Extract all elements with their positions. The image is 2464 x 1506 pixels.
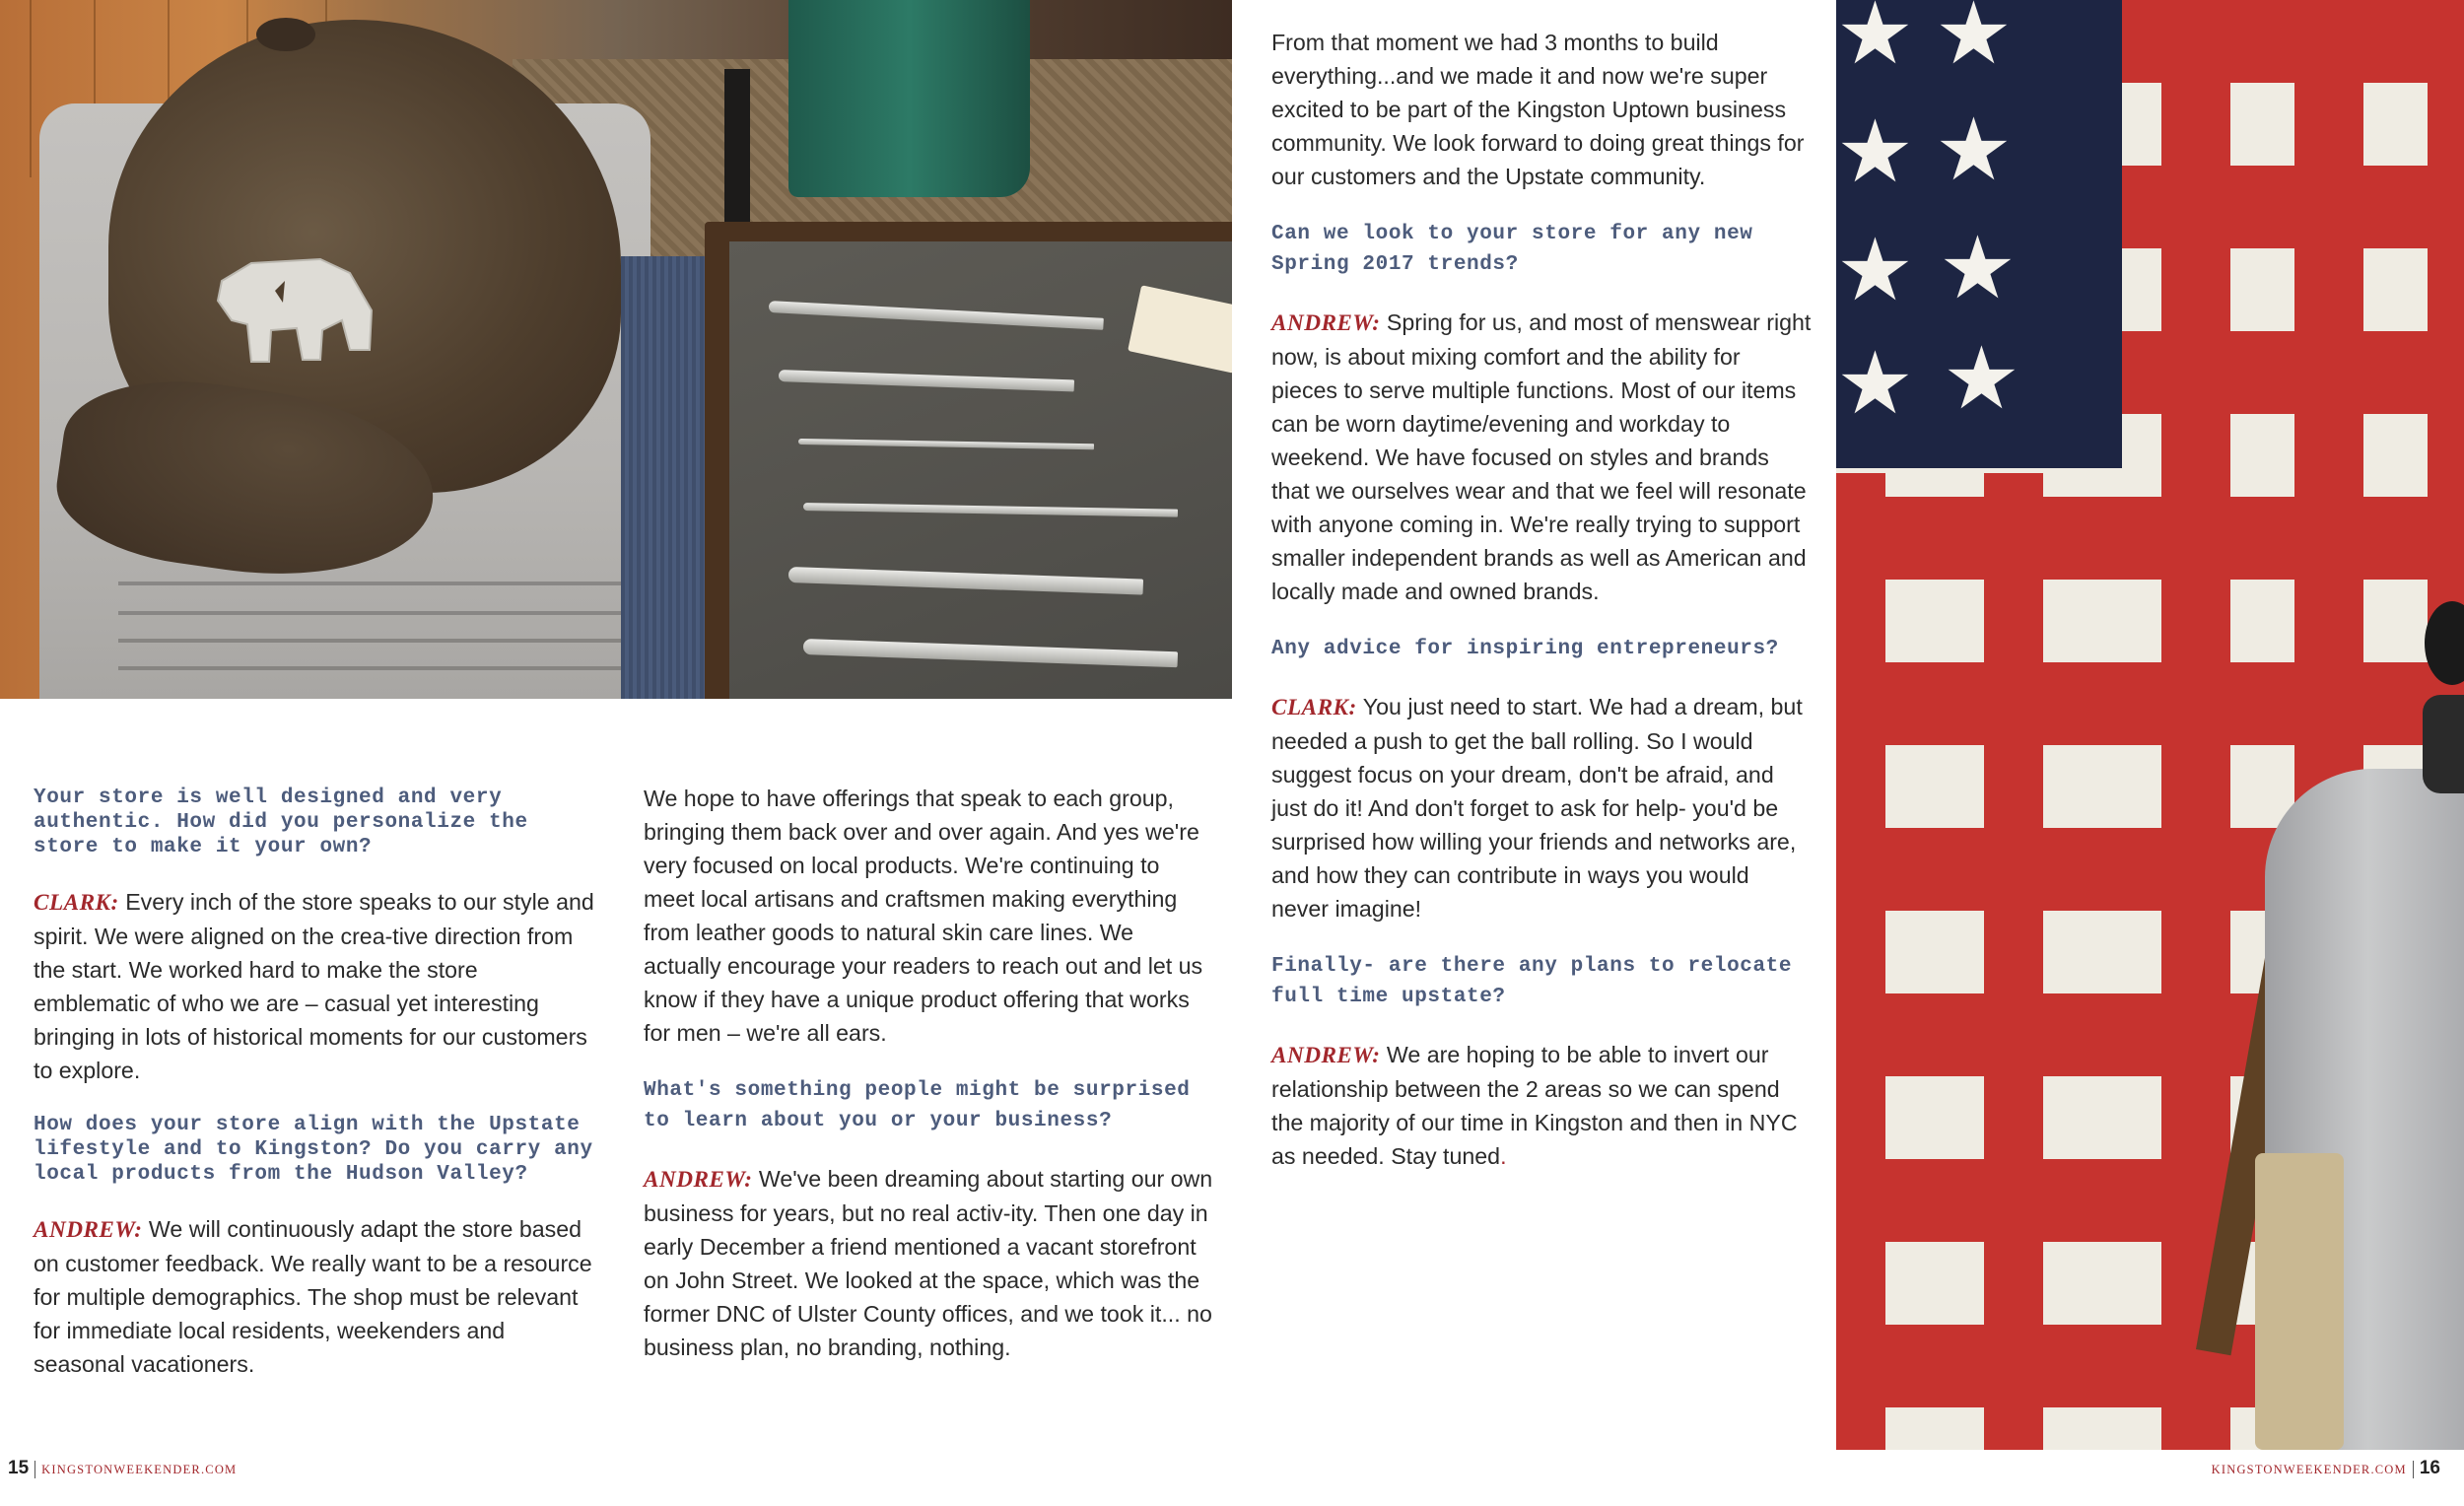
answer-andrew-relocate (1271, 1038, 1812, 1173)
speaker-andrew: ANDREW: (644, 1167, 753, 1193)
speaker-andrew: ANDREW: (34, 1217, 143, 1243)
answer-continued-offerings: We hope to have offerings that speak to each group, bringing them back over and over again. And yes we're very focused on local products. We're continuing to meet local artisans and craftsmen making everything from leather goods to natural skin care lines. We actually encourage your readers to reach out and let us know if they have a unique product offering that works for men – we're all ears. (644, 786, 1203, 1046)
speaker-clark: CLARK: (34, 890, 119, 916)
speaker-andrew: ANDREW: (1271, 310, 1381, 336)
question-personalize-store: Your store is well designed and very authentic. How did you personalize the store to make it your own? (34, 787, 528, 858)
site-link-right[interactable]: KINGSTONWEEKENDER.COM (2211, 1463, 2407, 1476)
column-2 (644, 782, 1213, 1390)
page-number-left: 15 (8, 1458, 30, 1478)
star-icon: ★ (1836, 0, 1914, 84)
column-1 (34, 786, 600, 1406)
answer-andrew-dreaming (644, 1162, 1213, 1364)
answer-text: Spring for us, and most of menswear right now, is about mixing comfort and the ability for pieces to serve multiple functions. Most of our items can be worn daytime/evening and workday to weekend. We have focused on styles and brands that we ourselves wear and that we feel will resonate with anyone coming in. We're really trying to support smaller independent brands as well as American and locally made and owned brands. (1271, 309, 1812, 604)
photo-cap-and-knives (0, 0, 1232, 699)
answer-clark-advice (1271, 690, 1812, 925)
answer-andrew-spring (1271, 306, 1812, 608)
footer-right (2212, 1458, 2440, 1480)
question-upstate-lifestyle: How does your store align with the Upstate lifestyle and to Kingston? Do you carry any local products from the Hudson Valley? (34, 1114, 593, 1186)
bear-logo-icon (212, 251, 379, 370)
star-icon: ★ (1935, 0, 2013, 84)
speaker-andrew: ANDREW: (1271, 1043, 1381, 1068)
end-mark: . (1500, 1143, 1507, 1169)
answer-text: We've been dreaming about starting our own business for years, but no real activ-ity. Then one day in early December a friend mentioned a vacant storefront on John Street. We looked at the space, which was the former DNC of Ulster County offices, and we took it... no business plan, no branding, nothing. (644, 1166, 1213, 1360)
star-icon: ★ (1935, 99, 2013, 200)
answer-andrew-adapt (34, 1212, 600, 1381)
tote-bag (2255, 1153, 2344, 1450)
answer-continued-three-months: From that moment we had 3 months to build everything...and we made it and now we're super excited to be part of the Kingston Uptown business community. We look forward to doing great things for our customers and the Upstate community. (1271, 30, 1805, 189)
answer-text: We will continuously adapt the store based on customer feedback. We really want to be a resource for multiple demographics. The shop must be relevant for immediate local residents, weekenders and seasonal vacationers. (34, 1216, 592, 1377)
page-number-right: 16 (2419, 1458, 2440, 1478)
question-surprised: What's something people might be surprised to learn about you or your business? (644, 1079, 1191, 1132)
question-spring-trends: Can we look to your store for any new Spring 2017 trends? (1271, 223, 1753, 276)
speaker-clark: CLARK: (1271, 695, 1357, 720)
answer-clark-personalize (34, 885, 600, 1087)
star-icon: ★ (1836, 332, 1914, 434)
green-shirt (788, 0, 1030, 197)
star-icon: ★ (1939, 217, 2017, 318)
question-advice: Any advice for inspiring entrepreneurs? (1271, 638, 1779, 660)
site-link-left[interactable]: KINGSTONWEEKENDER.COM (41, 1463, 238, 1476)
star-icon: ★ (1836, 101, 1914, 202)
question-relocate: Finally- are there any plans to relocate full time upstate? (1271, 955, 1793, 1008)
column-3 (1271, 26, 1812, 1198)
answer-text: You just need to start. We had a dream, but needed a push to get the ball rolling. So I would suggest focus on your dream, don't be afraid, and just do it! And don't forget to ask for help- you'd be surprised how willing your friends and networks are, and how they can contribute in ways you would never imagine! (1271, 694, 1803, 922)
answer-text: Every inch of the store speaks to our style and spirit. We were aligned on the crea-tive direction from the start. We worked hard to make the store emblematic of who we are – casual yet interesting bringing in lots of historical moments for our customers to explore. (34, 889, 594, 1083)
photo-flag-and-mannequin (1836, 0, 2464, 1450)
star-icon: ★ (1943, 327, 2020, 429)
footer-left (8, 1458, 237, 1480)
answer-text: We are hoping to be able to invert our relationship between the 2 areas so we can spend the majority of our time in Kingston and then in NYC as needed. Stay tuned (1271, 1042, 1798, 1169)
star-icon: ★ (1836, 219, 1914, 320)
